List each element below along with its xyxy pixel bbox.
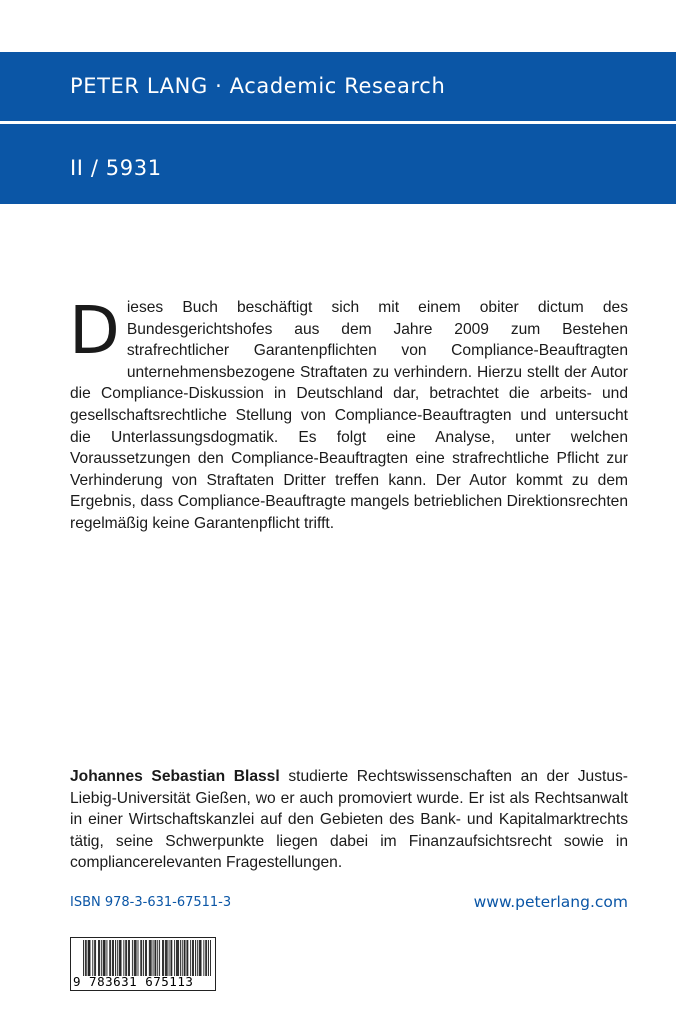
barcode-bar — [90, 940, 91, 976]
series-header-band — [0, 52, 676, 121]
barcode-bar — [128, 940, 129, 976]
barcode-bar — [101, 940, 102, 976]
barcode-bar — [187, 940, 188, 976]
barcode-bar — [203, 940, 204, 976]
barcode-bar — [146, 940, 147, 976]
barcode-bar — [208, 940, 209, 976]
barcode-bar — [136, 940, 137, 976]
barcode-bar — [112, 940, 113, 976]
description-text: ieses Buch beschäftigt sich mit einem obiter dictum des Bundesgerichtshofes aus dem Jahre 2009 zum Bestehen strafrechtlicher Garantenpflichten von Compliance-Beauftragten unternehmensbezogene Straftaten zu verhindern. Hierzu stellt der Autor die Compliance-Diskussion in Deutschland dar, betrachtet die arbeits- und gesellschaftsrechtliche Stellung von Compliance-Beauftragten und untersucht die Unterlassungsdogmatik. Es folgt eine Analyse, unter welchen Voraussetzungen den Compliance-Beauftragten eine strafrechtliche Pflicht zur Verhinderung von Straftaten Dritter treffen kann. Der Autor kommt zu dem Ergebnis, dass Compliance-Beauftragte mangels betrieblichen Direktionsrechten regelmäßig keine Garantenpflicht trifft. — [70, 299, 628, 532]
barcode-bar — [193, 940, 194, 976]
barcode-bar — [99, 940, 100, 976]
barcode-bar — [125, 940, 126, 976]
barcode-bar — [176, 940, 177, 976]
barcode-bar — [132, 940, 133, 976]
barcode-bar — [113, 940, 114, 976]
barcode-bar — [105, 940, 106, 976]
barcode-bar — [110, 940, 111, 976]
series-number: II / 5931 — [70, 156, 162, 180]
barcode-bar — [195, 940, 196, 976]
book-description — [69, 292, 628, 535]
author-bio — [70, 766, 628, 874]
barcode-bar — [134, 940, 135, 976]
barcode-bar — [199, 940, 200, 976]
barcode-bar — [138, 940, 139, 976]
barcode-bar — [165, 940, 166, 976]
barcode-bar — [153, 940, 154, 976]
author-name: Johannes Sebastian Blassl — [70, 768, 280, 785]
barcode-bar — [94, 940, 95, 976]
barcode-bar — [185, 940, 186, 976]
barcode-bar — [155, 940, 156, 976]
series-number-band — [0, 124, 676, 204]
barcode-bar — [180, 940, 181, 976]
barcode-bar — [174, 940, 175, 976]
barcode-bar — [92, 940, 93, 976]
barcode-bar — [167, 940, 168, 976]
drop-cap: D — [69, 292, 120, 369]
barcode-bar — [117, 940, 118, 976]
barcode-bar — [155, 940, 156, 976]
series-title: PETER LANG · Academic Research — [70, 74, 446, 98]
barcode-bar — [197, 940, 198, 976]
barcode-bar — [88, 940, 89, 976]
barcode-digits: 9 783631 675113 — [73, 974, 194, 989]
barcode-bar — [89, 940, 90, 976]
barcode-bar — [192, 940, 193, 976]
barcode-bar — [166, 940, 167, 976]
barcode-bar — [107, 940, 108, 976]
barcode-bar — [151, 940, 152, 976]
barcode-bar — [141, 940, 142, 976]
barcode-bar — [162, 940, 163, 976]
barcode-bar — [210, 940, 211, 976]
barcode-bar — [159, 940, 160, 976]
barcode-bar — [126, 940, 127, 976]
barcode-bar — [120, 940, 121, 976]
barcode-bar — [169, 940, 170, 976]
isbn: ISBN 978-3-631-67511-3 — [70, 895, 232, 910]
barcode-bar — [129, 940, 130, 976]
barcode-bar — [205, 940, 206, 976]
barcode-bar — [123, 940, 124, 976]
barcode-bar — [140, 940, 141, 976]
barcode-bar — [109, 940, 110, 976]
barcode-bar — [119, 940, 120, 976]
barcode-bar — [190, 940, 191, 976]
barcode-bar — [149, 940, 150, 976]
barcode-bar — [206, 940, 207, 976]
barcode-bar — [121, 940, 122, 976]
barcode-bar — [83, 940, 84, 976]
barcode-bar — [98, 940, 99, 976]
barcode-bar — [171, 940, 172, 976]
barcode-bar — [157, 940, 158, 976]
barcode-bar — [86, 940, 87, 976]
barcode-bar — [150, 940, 151, 976]
barcode-bar — [200, 940, 201, 976]
barcode-bar — [104, 940, 105, 976]
publisher-website: www.peterlang.com — [473, 893, 628, 911]
barcode-bar — [95, 940, 96, 976]
barcode-bar — [171, 940, 172, 976]
barcode — [70, 937, 216, 991]
barcode-bar — [85, 940, 86, 976]
barcode-bar — [178, 940, 179, 976]
author-bio-text: studierte Rechtswissenschaften an der Justus-Liebig-Universität Gießen, wo er auch promoviert wurde. Er ist als Rechtsanwalt in einer Wirtschaftskanzlei auf den Gebieten des Bank- und Kapitalmarktrechts tätig, seine Schwerpunkte liegen dabei im Finanzaufsichtsrecht sowie in compliancerelevanten Fragestellungen. — [70, 768, 628, 872]
barcode-bar — [182, 940, 183, 976]
barcode-bar — [145, 940, 146, 976]
barcode-bar — [135, 940, 136, 976]
barcode-bar — [187, 940, 188, 976]
barcode-bar — [163, 940, 164, 976]
barcode-bar — [103, 940, 104, 976]
barcode-bar — [143, 940, 144, 976]
barcode-bar — [184, 940, 185, 976]
barcode-bar — [115, 940, 116, 976]
barcode-bar — [201, 940, 202, 976]
barcode-bar — [177, 940, 178, 976]
